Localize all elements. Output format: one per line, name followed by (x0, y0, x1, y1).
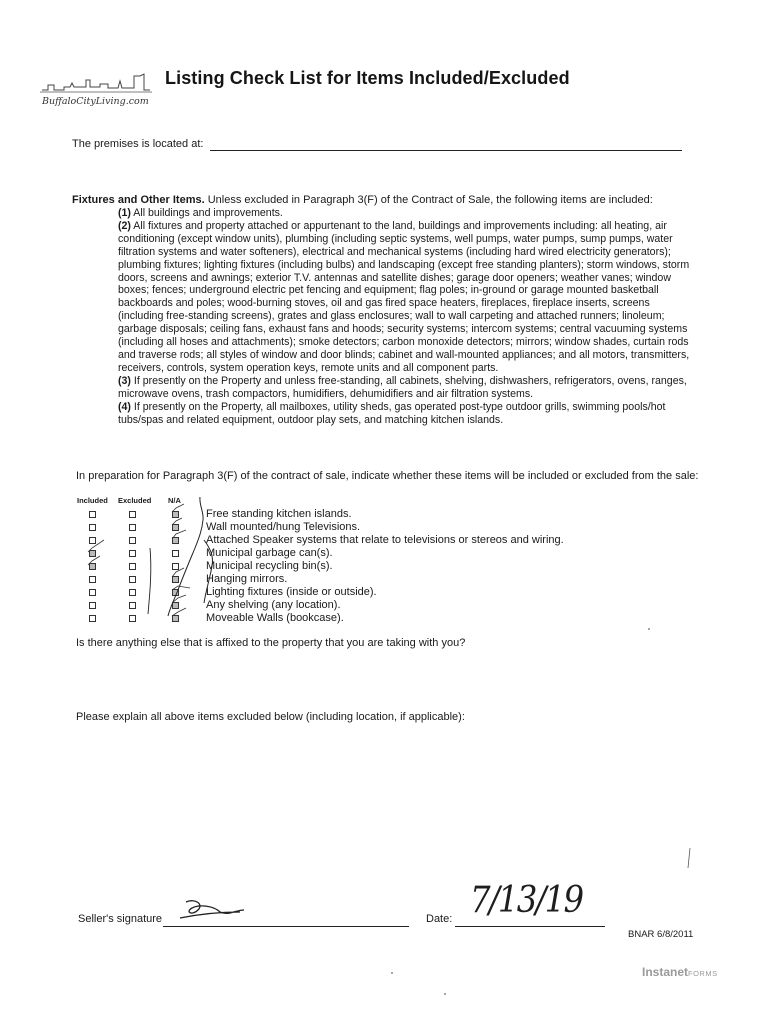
checklist-item-label: Hanging mirrors. (206, 573, 288, 585)
excluded-checkbox[interactable] (129, 615, 136, 622)
na-checkbox[interactable] (172, 537, 179, 544)
excluded-checkbox[interactable] (129, 524, 136, 531)
fixture-item-number: (3) (118, 374, 131, 387)
date-label: Date: (426, 913, 453, 925)
included-checkbox[interactable] (89, 615, 96, 622)
fixture-item-text: All fixtures and property attached or appurtenant to the land, buildings and improvements including: all heating, air conditioning (except window units), plumbing (including septic systems, well pumps, water pumps, sump pumps, water filtration systems and water softeners), electrical and mechanical systems (including hard wired electricity generators); plumbing fixtures; lighting fixtures (including bulbs) and landscaping (except free standing planters); storm windows, storm doors, screens and awnings; exterior T.V. antennas and satellite dishes; garage door openers; weather vanes; window boxes; fences; underground electric pet fencing and equipment; flag poles; in-ground or garage mounted basketball backboards and poles; wood-burning stoves, oil and gas fired space heaters, fireplaces, fireplace inserts, screens (including free-standing screens), grates and glass enclosures; wall to wall carpeting and attached runners; linoleum; garbage disposals; ceiling fans, exhaust fans and hoods; security systems; intercom systems; central vacuuming systems (including all hoses and attachments); smoke detectors; carbon monoxide detectors; mirrors; window shades, curtain rods and traverse rods; all styles of window and door blinds; cabinet and wall-mounted appliances; and all motors, transmitters, receivers, controls, system operation keys, remote units and all component parts. (118, 219, 690, 374)
premises-label: The premises is located at: (72, 138, 204, 150)
checklist-item-label: Free standing kitchen islands. (206, 508, 352, 520)
included-checkbox[interactable] (89, 576, 96, 583)
preparation-instructions: In preparation for Paragraph 3(F) of the contract of sale, indicate whether these items will be included or excluded from the sale: (76, 470, 699, 482)
fixture-item (118, 207, 690, 220)
included-checkbox[interactable] (89, 602, 96, 609)
scan-speck (648, 628, 650, 630)
excluded-explanation-prompt: Please explain all above items excluded below (including location, if applicable): (76, 711, 465, 723)
instanet-forms-logo (642, 965, 718, 979)
checklist-item-label: Any shelving (any location). (206, 599, 341, 611)
na-checkbox[interactable] (172, 589, 179, 596)
included-checkbox[interactable] (89, 537, 96, 544)
affixed-answer-area[interactable] (76, 656, 686, 696)
fixtures-intro-text: Unless excluded in Paragraph 3(F) of the Contract of Sale, the following items are included: (204, 194, 653, 206)
included-checkbox[interactable] (89, 524, 96, 531)
na-checkbox[interactable] (172, 550, 179, 557)
scan-speck (391, 972, 393, 974)
excluded-checkbox[interactable] (129, 576, 136, 583)
handwritten-date: 7/13/19 (470, 880, 583, 921)
checklist-item-label: Municipal garbage can(s). (206, 547, 333, 559)
date-field[interactable] (455, 926, 605, 927)
included-checkbox[interactable] (89, 550, 96, 557)
excluded-checkbox[interactable] (129, 563, 136, 570)
na-checkbox[interactable] (172, 615, 179, 622)
fixture-item-text: All buildings and improvements. (130, 207, 283, 219)
fixture-item-text: If presently on the Property, all mailboxes, utility sheds, gas operated post-type outdoor grills, swimming pools/hot tubs/spas and related equipment, outdoor play sets, and matching kitchen islands. (118, 400, 666, 426)
seller-signature-field[interactable] (163, 926, 409, 927)
fixture-item-number: (1) (118, 207, 131, 219)
excluded-checkbox[interactable] (129, 550, 136, 557)
fixtures-heading: Fixtures and Other Items. (72, 194, 205, 206)
seller-signature-label: Seller's signature (78, 913, 163, 925)
checklist-item-label: Lighting fixtures (inside or outside). (206, 586, 377, 598)
na-checkbox[interactable] (172, 576, 179, 583)
fixtures-intro (72, 194, 712, 207)
fixture-item (118, 401, 690, 427)
excluded-column-header: Excluded (118, 496, 152, 505)
fixture-item (118, 220, 690, 375)
included-checkbox[interactable] (89, 511, 96, 518)
checklist-item-label: Wall mounted/hung Televisions. (206, 521, 361, 533)
fixtures-list (118, 207, 690, 426)
fixture-item (118, 375, 690, 401)
company-logo (38, 70, 156, 112)
na-checkbox[interactable] (172, 524, 179, 531)
form-code: BNAR 6/8/2011 (628, 929, 694, 940)
excluded-checkbox[interactable] (129, 589, 136, 596)
na-checkbox[interactable] (172, 511, 179, 518)
affixed-question: Is there anything else that is affixed to the property that you are taking with you? (76, 637, 466, 649)
checklist-item-label: Municipal recycling bin(s). (206, 560, 333, 572)
logo-text: BuffaloCityLiving.com (42, 96, 149, 107)
na-checkbox[interactable] (172, 563, 179, 570)
excluded-checkbox[interactable] (129, 537, 136, 544)
checklist-item-label: Moveable Walls (bookcase). (206, 612, 344, 624)
included-checkbox[interactable] (89, 589, 96, 596)
fixture-item-text: If presently on the Property and unless free-standing, all cabinets, shelving, dishwashers, refrigerators, ovens, ranges, microwave ovens, trash compactors, humidifiers, dehumidifiers and air filtration systems. (118, 374, 687, 400)
included-column-header: Included (77, 496, 108, 505)
fixture-item-number: (2) (118, 219, 131, 232)
na-column-header: N/A (168, 496, 181, 505)
excluded-explanation-area[interactable] (76, 730, 686, 880)
scan-speck (444, 993, 446, 995)
excluded-checkbox[interactable] (129, 511, 136, 518)
brand-sub: FORMS (688, 969, 718, 978)
included-checkbox[interactable] (89, 563, 96, 570)
na-checkbox[interactable] (172, 602, 179, 609)
fixture-item-number: (4) (118, 400, 131, 413)
page-title: Listing Check List for Items Included/Excluded (165, 68, 570, 88)
brand-main: Instanet (642, 965, 689, 979)
premises-input[interactable] (210, 150, 682, 151)
checklist-item-label: Attached Speaker systems that relate to televisions or stereos and wiring. (206, 534, 564, 546)
seller-signature-mark (180, 901, 244, 918)
excluded-checkbox[interactable] (129, 602, 136, 609)
